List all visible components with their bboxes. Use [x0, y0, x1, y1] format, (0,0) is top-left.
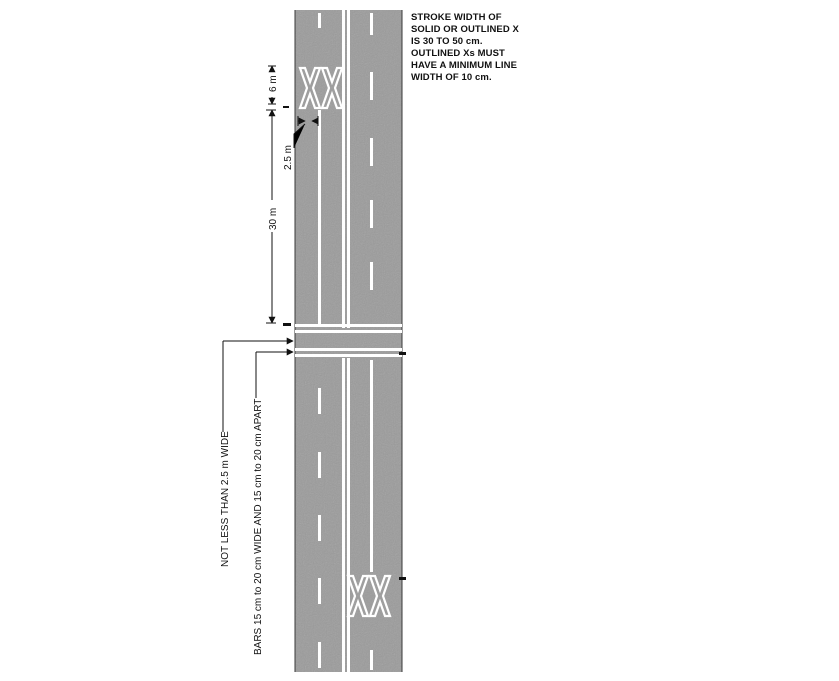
callout-bars-label: BARS 15 cm to 20 cm WIDE AND 15 cm to 20 cm APART	[253, 398, 264, 655]
right-lane-solid-line	[370, 360, 373, 572]
left-lane-dash-top	[318, 13, 321, 28]
callout-leader-bars	[256, 352, 293, 398]
dimension-2-5m-label: 2.5 m	[283, 144, 294, 170]
left-lane-solid-line	[318, 110, 321, 325]
callout-not-less-than-label: NOT LESS THAN 2.5 m WIDE	[220, 431, 231, 567]
dimension-30m-label: 30 m	[268, 207, 279, 230]
right-lane-dash-bottom	[370, 650, 373, 670]
stroke-width-note: STROKE WIDTH OF SOLID OR OUTLINED X IS 30 TO 50 cm. OUTLINED Xs MUST HAVE A MINIMUM LINE WIDTH OF 10 cm.	[411, 12, 519, 83]
dimension-6m-label: 6 m	[268, 75, 279, 92]
